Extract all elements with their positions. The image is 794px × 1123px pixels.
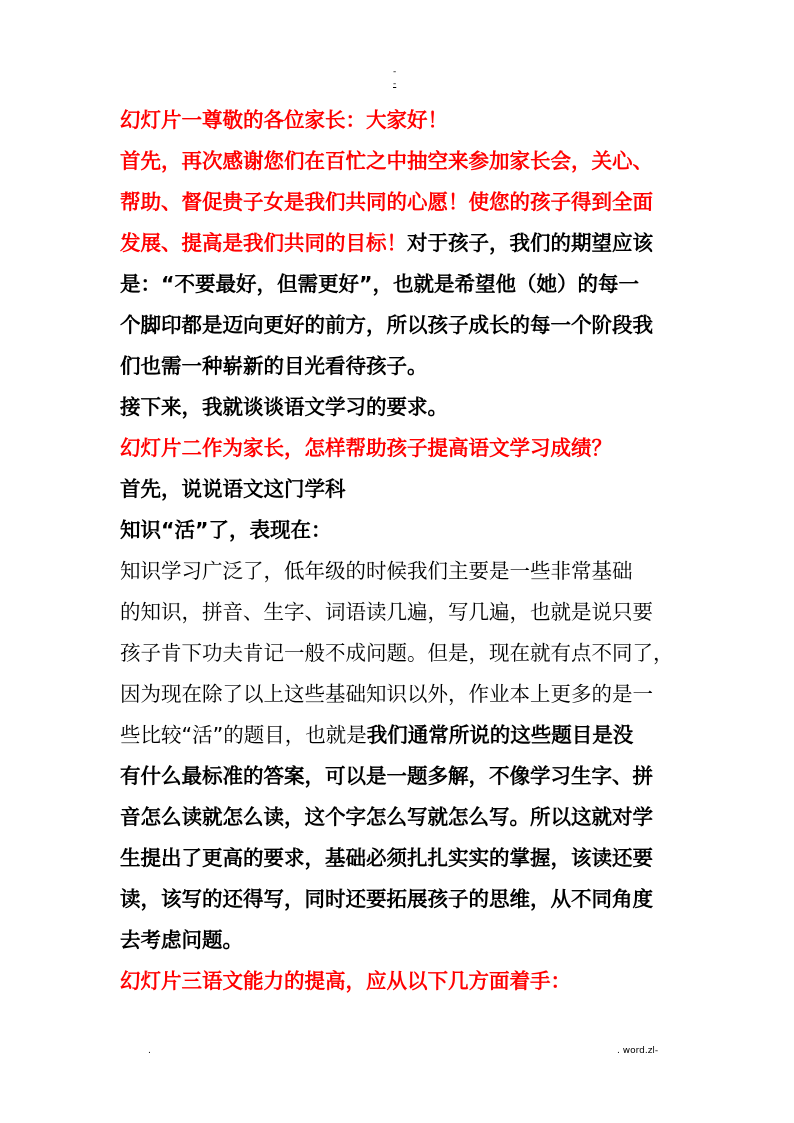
- paragraph-line: [120, 551, 680, 592]
- paragraph-line: [120, 756, 680, 797]
- text-run: 幻灯片三语文能力的提高，应从以下几方面着手：: [120, 969, 571, 993]
- paragraph-line: [120, 838, 680, 879]
- text-run: 对于孩子，我们的期望应该: [407, 231, 653, 255]
- paragraph-line: [120, 633, 680, 674]
- paragraph-line: [120, 920, 680, 961]
- paragraph-line: [120, 715, 680, 756]
- text-run: 首先，说说语文这门学科: [120, 477, 346, 501]
- text-run: 因为现在除了以上这些基础知识以外，作业本上更多的是一: [120, 682, 653, 706]
- text-run: 首先，再次感谢您们在百忙之中抽空来参加家长会，关心、: [120, 149, 653, 173]
- text-run-red: 发展、提高是我们共同的目标！: [120, 231, 407, 255]
- text-run: 个脚印都是迈向更好的前方，所以孩子成长的每一个阶段我: [120, 313, 653, 337]
- paragraph-line: [120, 674, 680, 715]
- paragraph-line: [120, 264, 680, 305]
- footer-left-mark: .: [148, 1046, 151, 1056]
- text-run: 读，该写的还得写，同时还要拓展孩子的思维，从不同角度: [120, 887, 653, 911]
- paragraph-line: [120, 469, 680, 510]
- header-mark-top: -: [393, 67, 397, 77]
- text-run-bold: 我们通常所说的这些题目是没: [366, 723, 634, 747]
- slide-3-heading: [120, 961, 680, 1002]
- footer-right-mark: . word.zl-: [617, 1046, 659, 1056]
- text-run: 是：“不要最好，但需更好”，也就是希望他（她）的每一: [120, 272, 639, 296]
- text-run: 知识“活”了，表现在：: [120, 518, 332, 542]
- slide-1-heading: [120, 100, 680, 141]
- text-run: 幻灯片二作为家长，怎样帮助孩子提高语文学习成绩？: [120, 436, 612, 460]
- text-run: 去考虑问题。: [120, 928, 243, 952]
- text-run: 的知识，拼音、生字、词语读几遍，写几遍，也就是说只要: [120, 600, 653, 624]
- paragraph-line: [120, 387, 680, 428]
- slide-2-heading: [120, 428, 680, 469]
- paragraph-line: [120, 182, 680, 223]
- text-run: 孩子肯下功夫肯记一般不成问题。但是，现在就有点不同了，: [120, 641, 674, 665]
- text-run: 有什么最标准的答案，可以是一题多解，不像学习生字、拼: [120, 764, 653, 788]
- text-run: 帮助、督促贵子女是我们共同的心愿！使您的孩子得到全面: [120, 190, 653, 214]
- text-run: 音怎么读就怎么读，这个字怎么写就怎么写。所以这就对学: [120, 805, 653, 829]
- paragraph-line: [120, 141, 680, 182]
- text-run: 幻灯片一尊敬的各位家长：大家好！: [120, 108, 448, 132]
- text-run: 些比较“活”的题目，也就是: [120, 723, 367, 747]
- paragraph-line: [120, 797, 680, 838]
- text-run: 接下来，我就谈谈语文学习的要求。: [120, 395, 448, 419]
- paragraph-line: [120, 592, 680, 633]
- paragraph-line: [120, 346, 680, 387]
- paragraph-line: [120, 879, 680, 920]
- paragraph-line: [120, 510, 680, 551]
- header-mark-bottom: -: [393, 79, 397, 89]
- paragraph-line: [120, 223, 680, 264]
- paragraph-line: [120, 305, 680, 346]
- text-run: 生提出了更高的要求，基础必须扎扎实实的掌握，该读还要: [120, 846, 653, 870]
- header-mark: [393, 66, 396, 90]
- document-body: [120, 100, 680, 1002]
- text-run: 知识学习广泛了，低年级的时候我们主要是一些非常基础: [120, 559, 633, 583]
- text-run: 们也需一种崭新的目光看待孩子。: [120, 354, 428, 378]
